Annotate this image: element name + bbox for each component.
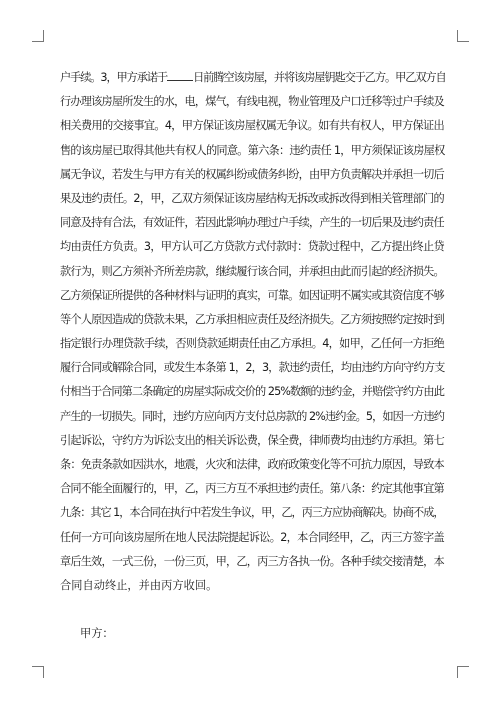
text-segment: 任何一方可向该房屋所在地人民法院提起诉讼。2，本合同经甲，乙，丙三方签字盖 <box>60 530 444 544</box>
text-segment: 相关费用的交接事宜。4，甲方保证该房屋权属无争议。如有共有权人，甲方保证出 <box>60 119 444 133</box>
text-line <box>60 453 445 477</box>
text-line <box>60 90 445 114</box>
text-segment: 指定银行办理贷款手续，否则贷款延期责任由乙方承担。4，如甲，乙任何一方拒绝 <box>60 337 444 351</box>
text-segment: 产生的一切损失。同时，违约方应向丙方支付总房款的 2%违约金。5，如因一方违约 <box>60 409 444 423</box>
crop-mark-top-left <box>32 30 44 42</box>
text-line <box>60 332 445 356</box>
fill-in-blank <box>167 69 193 81</box>
text-segment: 行办理该房屋所发生的水，电，煤气，有线电视，物业管理及户口迁移等过户手续及 <box>60 95 444 109</box>
text-line <box>60 477 445 501</box>
text-segment: 乙方须保证所提供的各种材料与证明的真实，可靠。如因证明不属实或其资信度不够 <box>60 288 444 302</box>
text-segment: 户手续。3，甲方承诺于 <box>60 71 168 84</box>
text-segment: 款行为，则乙方须补齐所差房款，继续履行该合同，并承担由此而引起的经济损失。 <box>60 264 444 278</box>
crop-mark-bottom-right <box>457 666 469 678</box>
text-line <box>60 187 445 211</box>
text-line <box>60 163 445 187</box>
text-segment: 同意及持有合法，有效证件，若因此影响办理过户手续，产生的一切后果及违约责任 <box>60 216 444 230</box>
text-segment: 均由责任方负责。3，甲方认可乙方贷款方式付款时：贷款过程中，乙方提出终止贷 <box>60 240 444 254</box>
text-line <box>60 211 445 235</box>
text-segment: 付相当于合同第二条确定的房屋实际成交价的 25%数额的违约金，并赔偿守约方由此 <box>60 385 444 399</box>
text-line <box>60 260 445 284</box>
text-line <box>60 235 445 259</box>
text-line <box>60 114 445 138</box>
text-line <box>60 284 445 308</box>
text-segment: 等个人原因造成的贷款未果，乙方承担相应责任及经济损失。乙方须按照约定按时到 <box>60 312 444 326</box>
text-segment: 章后生效，一式三份，一份三页，甲，乙，丙三方各执一份。各种手续交接清楚，本 <box>60 554 444 568</box>
party-a-signature-label: 甲方： <box>80 627 114 640</box>
text-line <box>60 526 445 550</box>
crop-mark-bottom-left <box>32 666 44 678</box>
text-line <box>60 356 445 380</box>
text-segment: 履行合同或解除合同，或发生本条第 1，2，3，款违约责任，均由违约方向守约方支 <box>60 361 445 375</box>
crop-mark-top-right <box>457 30 469 42</box>
text-segment: 日前腾空该房屋，并将该房屋钥匙交于乙方。甲乙双方自 <box>193 71 446 84</box>
text-line <box>60 380 445 404</box>
text-line <box>60 550 445 574</box>
text-line <box>60 574 445 598</box>
text-segment: 九条：其它 1，本合同在执行中若发生争议，甲，乙，丙三方应协商解决。协商不成， <box>60 506 444 520</box>
contract-body <box>60 66 445 598</box>
text-line <box>60 429 445 453</box>
text-segment: 属无争议，若发生与甲方有关的权属纠纷或债务纠纷，由甲方负责解决并承担一切后 <box>60 167 444 181</box>
text-segment: 合同不能全面履行的，甲，乙，丙三方互不承担违约责任。第八条：约定其他事宜第 <box>60 482 444 496</box>
text-segment: 引起诉讼，守约方为诉讼支出的相关诉讼费，保全费，律师费均由违约方承担。第七 <box>60 433 444 447</box>
text-line <box>60 139 445 163</box>
text-line <box>60 308 445 332</box>
text-line <box>60 501 445 525</box>
text-segment: 合同自动终止，并由丙方收回。 <box>60 578 218 592</box>
text-segment: 售的该房屋已取得其他共有权人的同意。第六条：违约责任 1，甲方须保证该房屋权 <box>60 143 445 157</box>
text-line <box>60 66 445 90</box>
text-segment: 条：免责条款如因洪水，地震，火灾和法律，政府政策变化等不可抗力原因，导致本 <box>60 458 444 471</box>
text-segment: 果及违约责任。2，甲，乙双方须保证该房屋结构无拆改或拆改得到相关管理部门的 <box>60 191 444 205</box>
text-line <box>60 405 445 429</box>
